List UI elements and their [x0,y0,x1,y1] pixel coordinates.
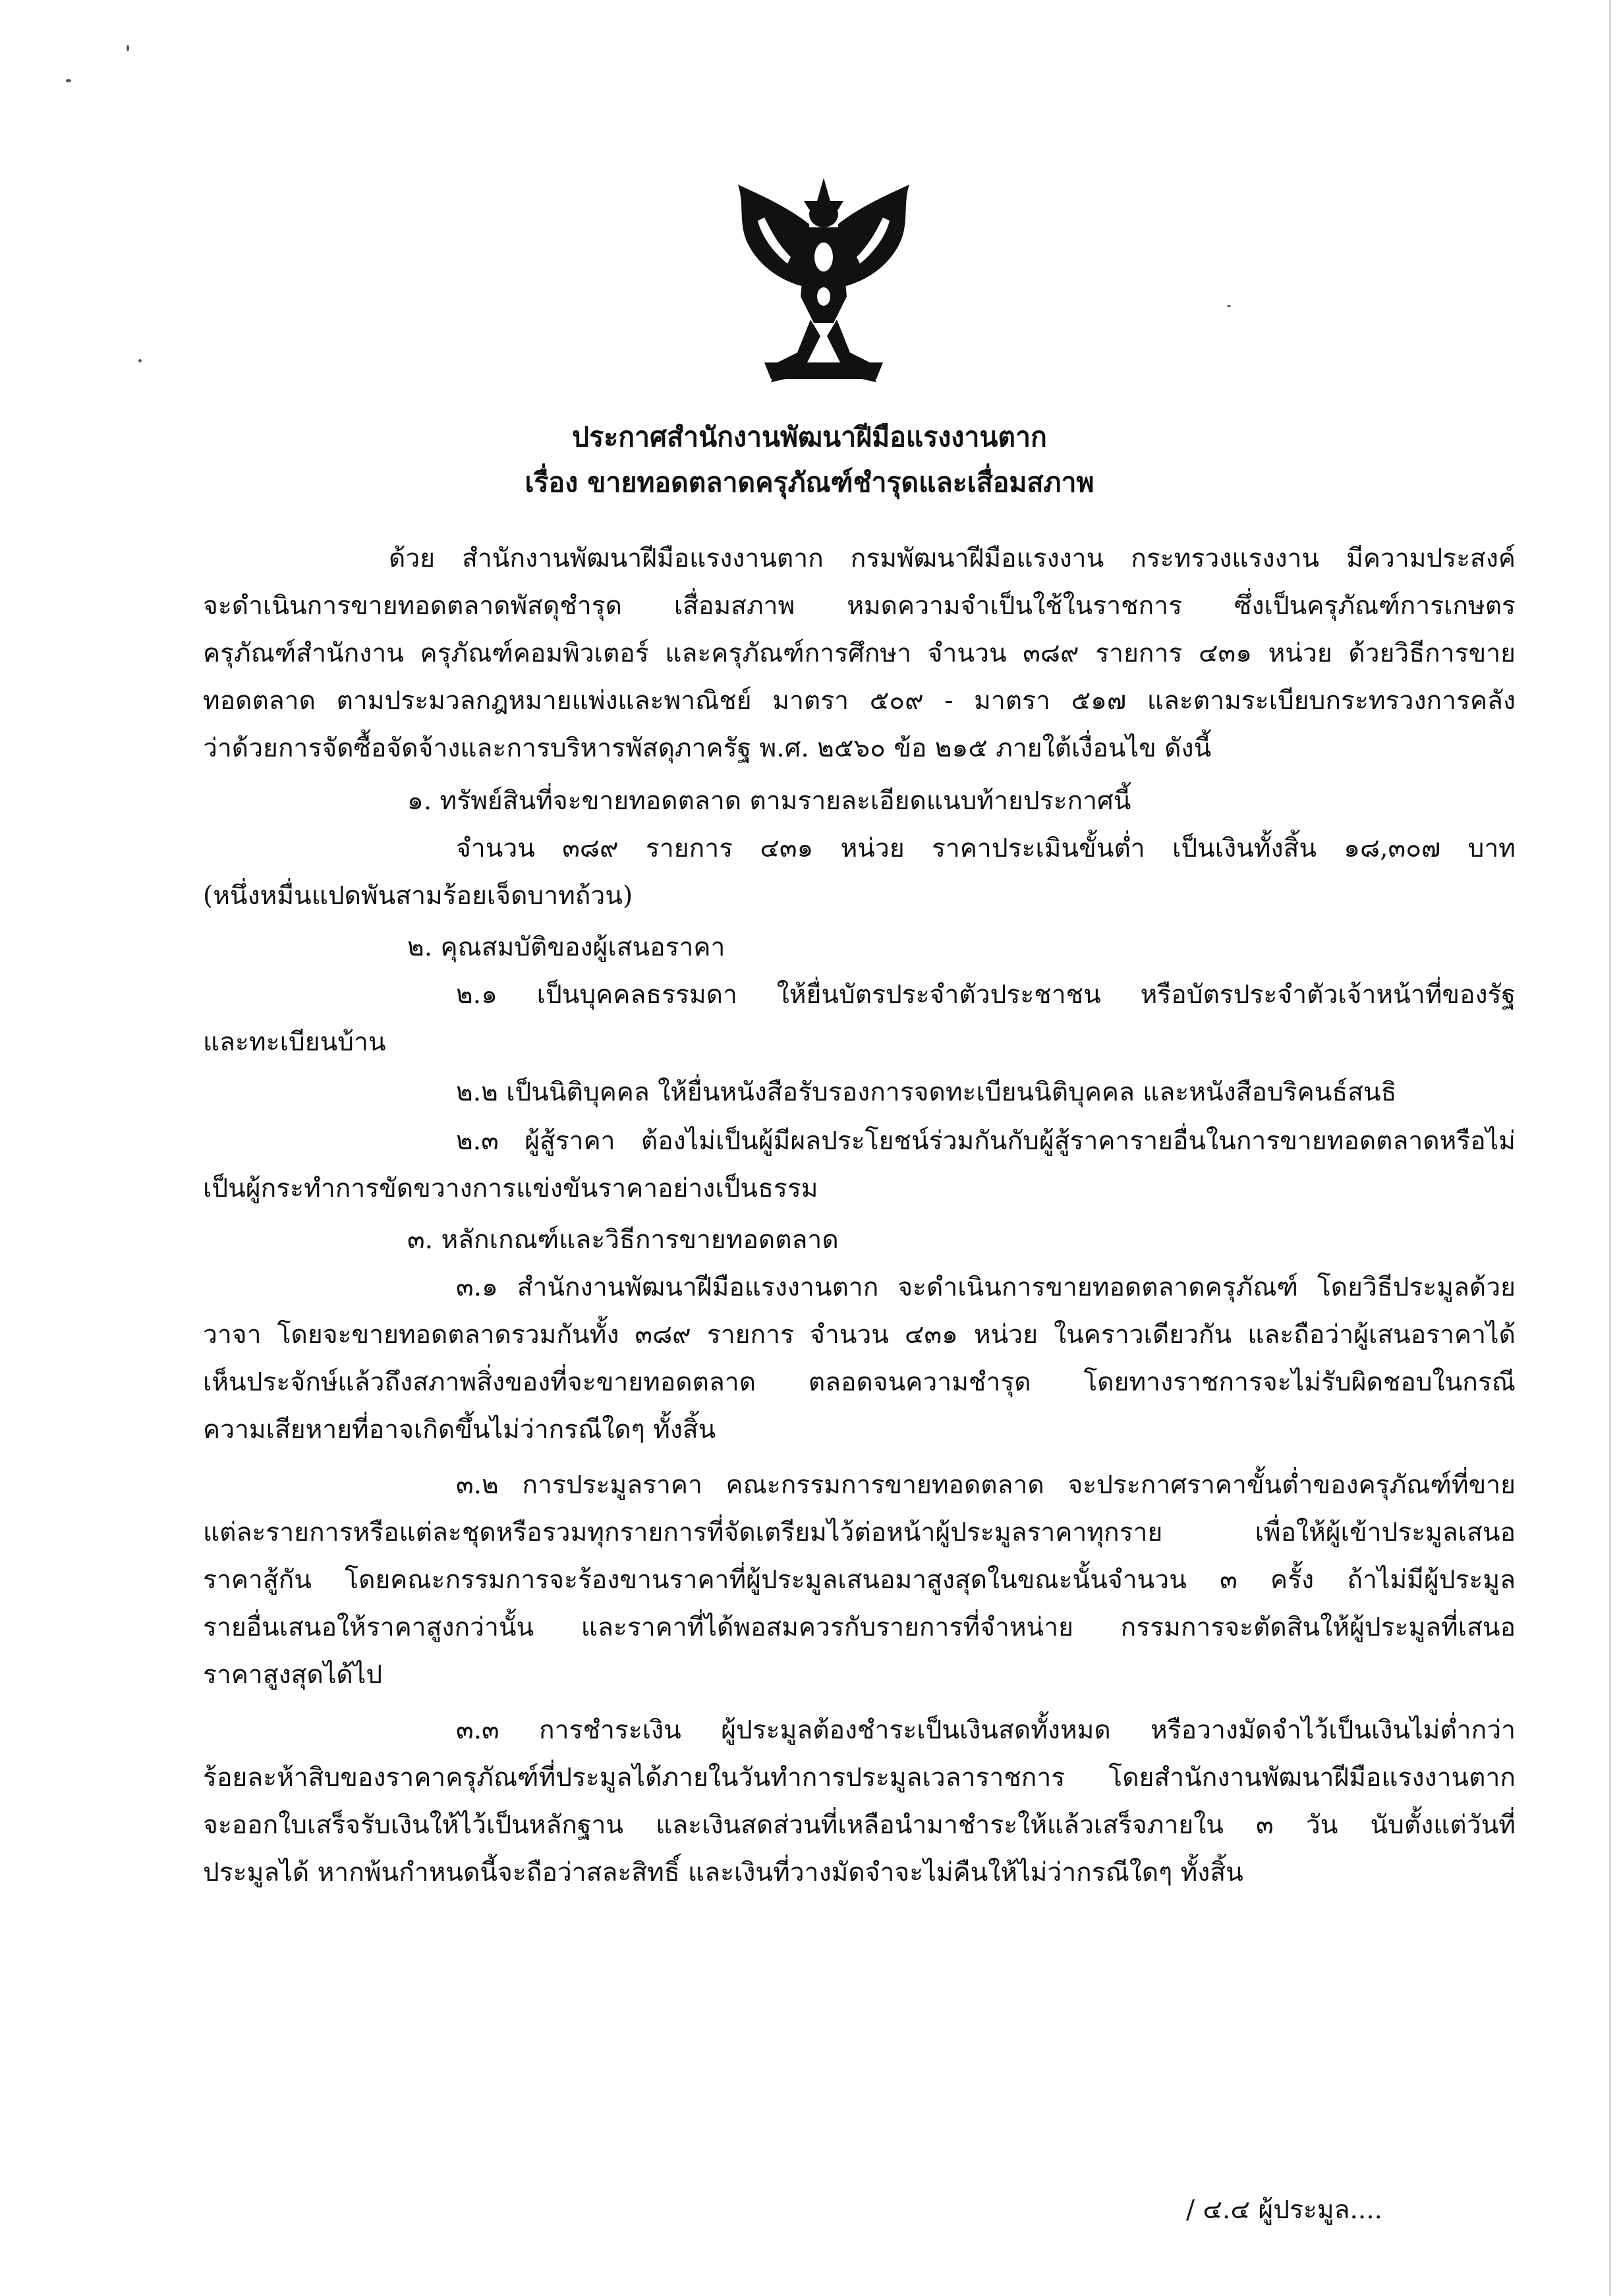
continuation-marker: / ๔.๔ ผู้ประมูล.... [1186,2195,1383,2225]
scan-speck [138,359,142,362]
intro-line: ครุภัณฑ์สำนักงาน ครุภัณฑ์คอมพิวเตอร์ และครุภัณฑ์การศึกษา จำนวน ๓๘๙ รายการ ๔๓๑ หน่วย ด้วยวิธีการขาย [203,639,1516,668]
intro-line: จะดำเนินการขายทอดตลาดพัสดุชำรุด เสื่อมสภาพ หมดความจำเป็นใช้ในราชการ ซึ่งเป็นครุภัณฑ์การเกษตร [203,591,1516,621]
intro-line: ว่าด้วยการจัดซื้อจัดจ้างและการบริหารพัสดุภาครัฐ พ.ศ. ๒๕๖๐ ข้อ ๒๑๕ ภายใต้เงื่อนไข ดังนี้ [203,733,1212,763]
scan-speck [127,45,129,51]
section-heading-2: ๒. คุณสมบัติของผู้เสนอราคา [407,933,725,962]
scan-speck [66,79,71,82]
item3-2-line: ราคาสูงสุดได้ไป [203,1660,383,1690]
item3-1-line: ๓.๑ สำนักงานพัฒนาฝีมือแรงงานตาก จะดำเนินการขายทอดตลาดครุภัณฑ์ โดยวิธีประมูลด้วย [456,1273,1516,1302]
item1-line: จำนวน ๓๘๙ รายการ ๔๓๑ หน่วย ราคาประเมินขั้นต่ำ เป็นเงินทั้งสิ้น ๑๘,๓๐๗ บาท [456,834,1516,863]
intro-line: ทอดตลาด ตามประมวลกฎหมายแพ่งและพาณิชย์ มาตรา ๕๐๙ - มาตรา ๕๑๗ และตามระเบียบกระทรวงการคลัง [203,686,1516,716]
item3-3-line: ประมูลได้ หากพ้นกำหนดนี้จะถือว่าสละสิทธิ์ และเงินที่วางมัดจำจะไม่คืนให้ไม่ว่ากรณีใดๆ ทั้งสิ้น [203,1858,1243,1887]
item1-line: (หนึ่งหมื่นแปดพันสามร้อยเจ็ดบาทถ้วน) [203,881,633,911]
section-heading-3: ๓. หลักเกณฑ์และวิธีการขายทอดตลาด [407,1225,839,1255]
item2-1-line: ๒.๑ เป็นบุคคลธรรมดา ให้ยื่นบัตรประจำตัวประชาชน หรือบัตรประจำตัวเจ้าหน้าที่ของรัฐ [456,980,1516,1010]
item2-3-line: ๒.๓ ผู้สู้ราคา ต้องไม่เป็นผู้มีผลประโยชน์ร่วมกันกับผู้สู้ราคารายอื่นในการขายทอดตลาดหรือไม่ [456,1126,1516,1156]
item2-2-line: ๒.๒ เป็นนิติบุคคล ให้ยื่นหนังสือรับรองการจดทะเบียนนิติบุคคล และหนังสือบริคนธ์สนธิ [456,1077,1397,1107]
item2-3-line: เป็นผู้กระทำการขัดขวางการแข่งขันราคาอย่างเป็นธรรม [203,1174,818,1203]
page-title: ประกาศสำนักงานพัฒนาฝีมือแรงงานตาก [572,421,1047,453]
scan-speck [1227,305,1231,307]
item3-1-line: วาจา โดยจะขายทอดตลาดรวมกันทั้ง ๓๘๙ รายการ จำนวน ๔๓๑ หน่วย ในคราวเดียวกัน และถือว่าผู้เสนอราคาได้ [203,1320,1516,1350]
scan-edge [1609,0,1611,2296]
item3-2-line: ๓.๒ การประมูลราคา คณะกรรมการขายทอดตลาด จะประกาศราคาขั้นต่ำของครุภัณฑ์ที่ขาย [456,1470,1516,1500]
item3-2-line: ราคาสู้กัน โดยคณะกรรมการจะร้องขานราคาที่ผู้ประมูลเสนอมาสูงสุดในขณะนั้นจำนวน ๓ ครั้ง ถ้าไม่มีผู้ประมูล [203,1565,1516,1595]
item3-2-line: รายอื่นเสนอให้ราคาสูงกว่านั้น และราคาที่ได้พอสมควรกับรายการที่จำหน่าย กรรมการจะตัดสินให้ผู้ประมูลที่เสนอ [203,1613,1516,1642]
item3-1-line: ความเสียหายที่อาจเกิดขึ้นไม่ว่ากรณีใดๆ ทั้งสิ้น [203,1415,716,1445]
garuda-emblem-icon [725,165,923,389]
page-subject: เรื่อง ขายทอดตลาดครุภัณฑ์ชำรุดและเสื่อมสภาพ [525,467,1094,498]
item2-1-line: และทะเบียนบ้าน [203,1027,386,1057]
section-heading-1: ๑. ทรัพย์สินที่จะขายทอดตลาด ตามรายละเอียดแนบท้ายประกาศนี้ [407,786,1131,816]
item3-1-line: เห็นประจักษ์แล้วถึงสภาพสิ่งของที่จะขายทอดตลาด ตลอดจนความชำรุด โดยทางราชการจะไม่รับผิดชอบในกรณี [203,1367,1516,1397]
item3-2-line: แต่ละรายการหรือแต่ละชุดหรือรวมทุกรายการที่จัดเตรียมไว้ต่อหน้าผู้ประมูลราคาทุกราย เพื่อให้ผู้เข้าประมูลเสนอ [203,1518,1516,1547]
item3-3-line: จะออกใบเสร็จรับเงินให้ไว้เป็นหลักฐาน และเงินสดส่วนที่เหลือนำมาชำระให้แล้วเสร็จภายใน ๓ วัน นับตั้งแต่วันที่ [203,1810,1516,1840]
item3-3-line: ๓.๓ การชำระเงิน ผู้ประมูลต้องชำระเป็นเงินสดทั้งหมด หรือวางมัดจำไว้เป็นเงินไม่ต่ำกว่า [456,1715,1516,1745]
intro-line: ด้วย สำนักงานพัฒนาฝีมือแรงงานตาก กรมพัฒนาฝีมือแรงงาน กระทรวงแรงงาน มีความประสงค์ [389,544,1516,573]
item3-3-line: ร้อยละห้าสิบของราคาครุภัณฑ์ที่ประมูลได้ภายในวันทำการประมูลเวลาราชการ โดยสำนักงานพัฒนาฝีมือแรงงานตาก [203,1763,1516,1793]
